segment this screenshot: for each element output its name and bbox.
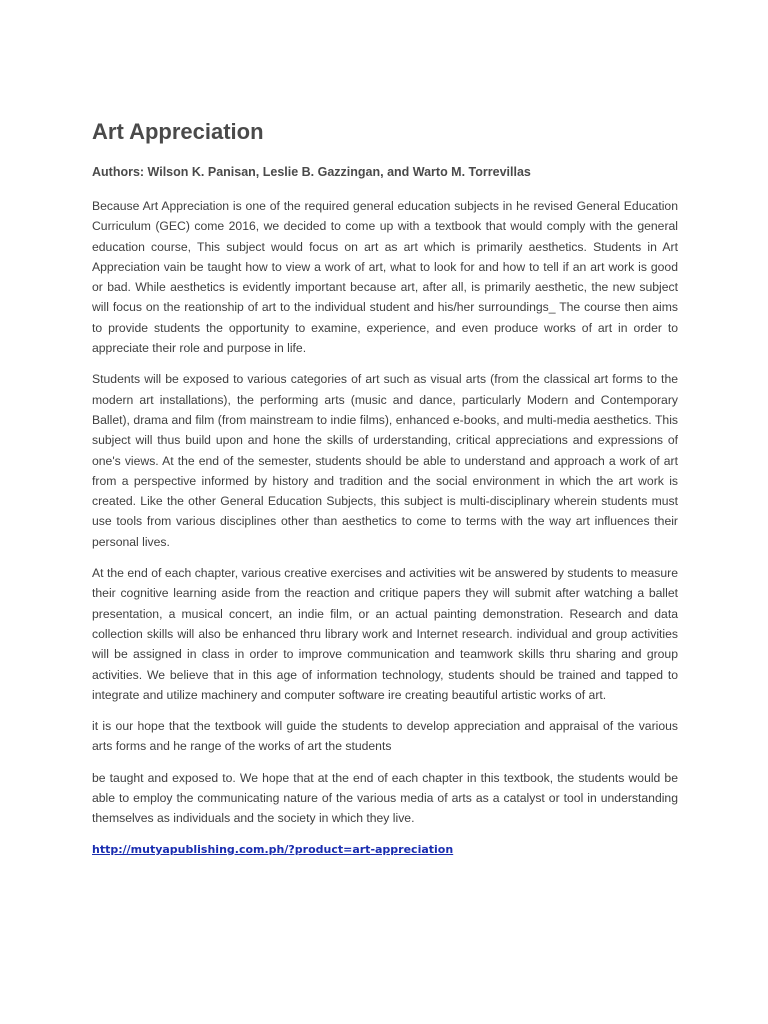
document-page: [92, 118, 678, 858]
authors-line: Authors: Wilson K. Panisan, Leslie B. Gazzingan, and Warto M. Torrevillas: [92, 165, 531, 179]
page-title: Art Appreciation: [92, 119, 264, 144]
product-link[interactable]: http://mutyapublishing.com.ph/?product=art-appreciation: [92, 842, 454, 856]
paragraph-intro: Because Art Appreciation is one of the required general education subjects in he revised General Education Curriculum (GEC) come 2016, we decided to come up with a textbook that would comply with the general education course, This subject would focus on art as art which is primarily aesthetics. Students in Art Appreciation vain be taught how to view a work of art, what to look for and how to tell if an art work is good or bad. While aesthetics is evidently important because art, after all, is primarily aesthetic, the new subject will focus on the reationship of art to the individual student and his/her surroundings_ The course then aims to provide students the opportunity to examine, experience, and even produce works of art in order to appreciate their role and purpose in life.: [92, 199, 678, 356]
paragraph-closing: be taught and exposed to. We hope that at the end of each chapter in this textbook, the students would be able to employ the communicating nature of the various media of arts as a catalyst or tool in understanding themselves as individuals and the society in which they live.: [92, 770, 678, 826]
paragraph-activities: At the end of each chapter, various creative exercises and activities wit be answered by students to measure their cognitive learning aside from the reaction and critique papers they will submit after watching a ballet presentation, a musical concert, an indie film, or an actual painting demonstration. Research and data collection skills will also be enhanced thru library work and Internet research. individual and group activities will be assigned in class in order to improve communication and teamwork skills thru sharing and group activities. We believe that in this age of information technology, students should be trained and tapped to integrate and utilize machinery and computer software ire creating beautiful artistic works of art.: [92, 566, 678, 702]
paragraph-categories: Students will be exposed to various categories of art such as visual arts (from the classical art forms to the modern art installations), the performing arts (music and dance, particularly Modern and Contemporary Ballet), drama and film (from mainstream to indie films), enhanced e-books, and multi-media aesthetics. This subject will thus build upon and hone the skills of urderstanding, critical appreciations and expressions of one's views. At the end of the semester, students should be able to understand and approach a work of art from a perspective informed by history and tradition and the social environment in which the art work is created. Like the other General Education Subjects, this subject is multi-disciplinary wherein students must use tools from various disciplines other than aesthetics to come to terms with the way art influences their personal lives.: [92, 372, 678, 549]
paragraph-hope: it is our hope that the textbook will guide the students to develop appreciation and appraisal of the various arts forms and he range of the works of art the students: [92, 719, 678, 754]
